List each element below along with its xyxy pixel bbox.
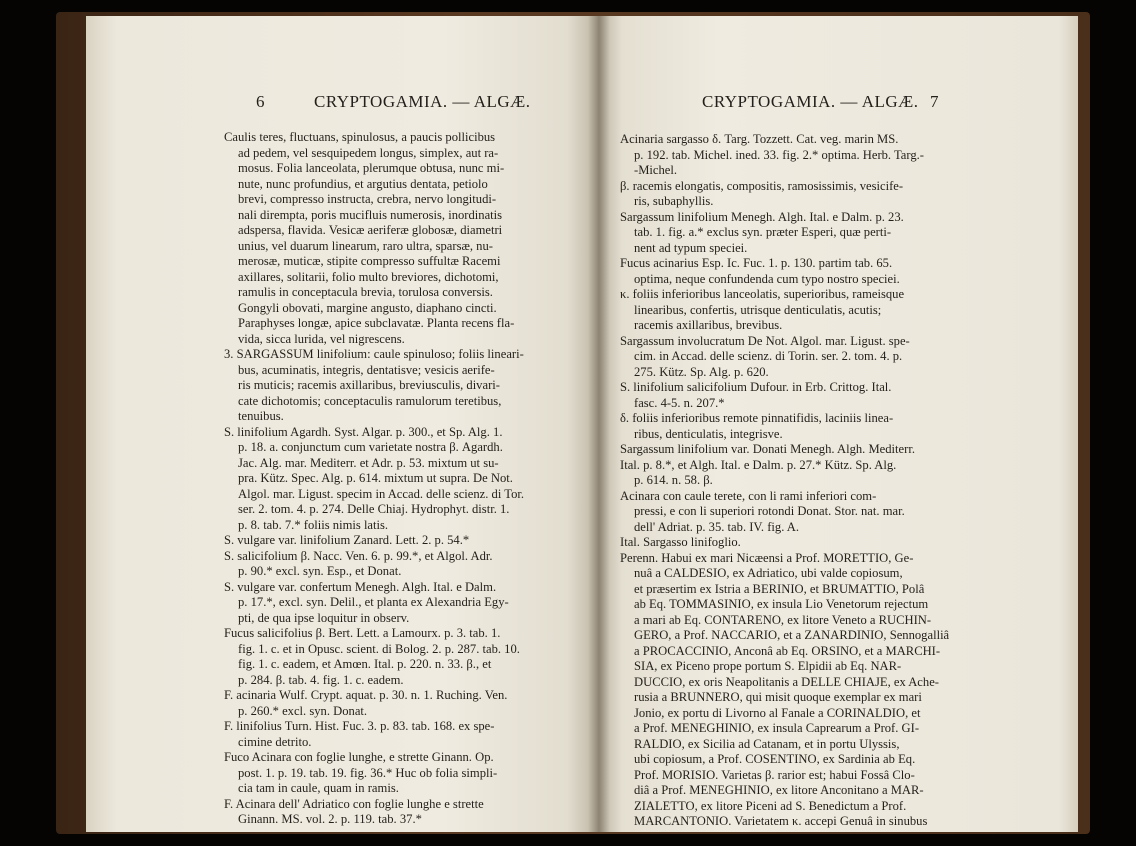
text-line: Jac. Alg. mar. Mediterr. et Adr. p. 53. mixtum ut su- <box>238 455 499 470</box>
text-line: S. vulgare var. confertum Menegh. Algh. Ital. e Dalm. <box>224 579 497 594</box>
text-line: p. 90.* excl. syn. Esp., et Donat. <box>238 564 402 578</box>
text-line: ubi copiosum, a Prof. COSENTINO, ex Sardinia ab Eq. <box>634 752 916 766</box>
text-line: cimine detrito. <box>238 734 312 749</box>
text-line: et præsertim ex Istria a BERINIO, et BRUMATTIO, Polâ <box>634 581 925 596</box>
book-gutter <box>588 16 610 832</box>
text-line: Ital. p. 8.*, et Algh. Ital. e Dalm. p. 27.* Kütz. Sp. Alg. <box>620 457 897 472</box>
text-line: tab. 1. fig. a.* exclus syn. præter Esperi, quæ perti- <box>634 225 892 239</box>
text-line: Perenn. Habui ex mari Nicæensi a Prof. MORETTIO, Ge- <box>620 550 914 565</box>
text-line: brevi, compresso instructa, crebra, nervo longitudi- <box>238 192 497 206</box>
left-page <box>86 16 598 832</box>
text-line: nute, nunc profundius, et argutius dentata, petiolo <box>238 176 488 191</box>
text-line: fig. 1. c. eadem, et Amœn. Ital. p. 220. n. 33. β., et <box>238 657 492 671</box>
text-line: unius, vel duarum linearum, raro ultra, sparsæ, nu- <box>238 238 493 253</box>
text-line: pressi, e con li superiori rotondi Donat. Stor. nat. mar. <box>634 504 905 518</box>
text-line: Ital. Sargasso linifoglio. <box>620 535 741 549</box>
text-line: SIA, ex Piceno prope portum S. Elpidii ab Eq. NAR- <box>634 659 902 673</box>
text-line: F. Acinara dell' Adriatico con foglie lunghe e strette <box>224 796 484 811</box>
text-line: p. 17.*, excl. syn. Delil., et planta ex Alexandria Egy- <box>238 595 509 609</box>
text-line: 3. SARGASSUM linifolium: caule spinuloso; foliis lineari- <box>224 347 524 361</box>
text-line: Jonio, ex portu di Livorno al Fanale a CORINALDIO, et <box>634 705 921 720</box>
text-line: S. vulgare var. linifolium Zanard. Lett. 2. p. 54.* <box>224 533 470 547</box>
text-line: Ginann. MS. vol. 2. p. 119. tab. 37.* <box>238 812 422 826</box>
text-line: merosæ, muticæ, stipite compresso suffultæ Racemi <box>238 254 501 268</box>
text-line: axillares, solitarii, folio multo breviores, dichotomi, <box>238 269 499 284</box>
text-line: diâ a Prof. MENEGHINIO, ex litore Anconitano a MAR- <box>634 783 924 797</box>
text-line: S. linifolium Agardh. Syst. Algar. p. 300., et Sp. Alg. 1. <box>224 424 503 439</box>
text-line: Acinaria sargasso δ. Targ. Tozzett. Cat. veg. marin MS. <box>620 132 899 146</box>
text-line: Acinara con caule terete, con li rami inferiori com- <box>620 488 877 503</box>
left-page-number: 6 <box>256 92 265 111</box>
text-line: fasc. 4-5. n. 207.* <box>634 395 725 410</box>
text-line: tenuibus. <box>238 409 284 423</box>
text-line: κ. foliis inferioribus lanceolatis, superioribus, rameisque <box>620 287 905 301</box>
text-line: rusia a BRUNNERO, qui misit quoque exemplar ex mari <box>634 690 922 704</box>
text-line: post. 1. p. 19. tab. 19. fig. 36.* Huc ob folia simpli- <box>238 765 498 780</box>
left-page-text <box>224 130 584 828</box>
text-line: δ. foliis inferioribus remote pinnatifidis, laciniis linea- <box>620 411 894 425</box>
right-page <box>598 16 1078 832</box>
text-line: -Michel. <box>634 163 678 177</box>
text-line: DUCCIO, ex oris Neapolitanis a DELLE CHIAJE, ex Ache- <box>634 674 939 689</box>
text-line: bus, acuminatis, integris, dentatisve; vesicis aerife- <box>238 362 495 377</box>
text-line: Prof. MORISIO. Varietas β. rarior est; habui Fossâ Clo- <box>634 767 915 782</box>
text-line: optima, neque confundenda cum typo nostro speciei. <box>634 271 900 286</box>
text-line: ad pedem, vel sesquipedem longus, simplex, aut ra- <box>238 145 499 160</box>
text-line: Fucus acinarius Esp. Ic. Fuc. 1. p. 130. partim tab. 65. <box>620 256 893 270</box>
text-line: vida, sicca lurida, vel nigrescens. <box>238 331 405 346</box>
text-line: S. linifolium salicifolium Dufour. in Erb. Crittog. Ital. <box>620 380 892 394</box>
text-line: Fucus salicifolius β. Bert. Lett. a Lamourx. p. 3. tab. 1. <box>224 626 501 640</box>
text-line: ris muticis; racemis axillaribus, breviusculis, divari- <box>238 378 500 392</box>
text-line: ZIALETTO, ex litore Piceni ad S. Benedictum a Prof. <box>634 798 907 813</box>
text-line: ramulis in conceptacula brevia, torulosa conversis. <box>238 285 493 299</box>
right-page-header <box>598 92 1078 118</box>
text-line: Sargassum linifolium var. Donati Menegh. Algh. Mediterr. <box>620 442 915 456</box>
text-line: cate dichotomis; conceptaculis ramulorum teretibus, <box>238 393 502 408</box>
text-line: β. racemis elongatis, compositis, ramosissimis, vesicife- <box>620 178 904 193</box>
text-line: F. linifolius Turn. Hist. Fuc. 3. p. 83. tab. 168. ex spe- <box>224 719 495 733</box>
text-line: nali dirempta, poris mucifluis numerosis, inordinatis <box>238 207 503 222</box>
text-line: ser. 2. tom. 4. p. 274. Delle Chiaj. Hydrophyt. distr. 1. <box>238 502 510 516</box>
text-line: cim. in Accad. delle scienz. di Torin. ser. 2. tom. 4. p. <box>634 349 903 363</box>
text-line: Gongyli obovati, margine angusto, diaphano cincti. <box>238 300 497 315</box>
text-line: dell' Adriat. p. 35. tab. IV. fig. A. <box>634 519 800 534</box>
text-line: p. 260.* excl. syn. Donat. <box>238 703 368 718</box>
text-line: Algol. mar. Ligust. specim in Accad. delle scienz. di Tor. <box>238 486 525 501</box>
text-line: p. 284. β. tab. 4. fig. 1. c. eadem. <box>238 672 404 687</box>
left-running-title: CRYPTOGAMIA. — ALGÆ. <box>314 92 531 111</box>
text-line: Sargassum linifolium Menegh. Algh. Ital. e Dalm. p. 23. <box>620 209 904 224</box>
right-running-title: CRYPTOGAMIA. — ALGÆ. <box>702 92 919 111</box>
text-line: F. acinaria Wulf. Crypt. aquat. p. 30. n. 1. Ruching. Ven. <box>224 688 508 702</box>
text-line: RALDIO, ex Sicilia ad Catanam, et in portu Ulyssis, <box>634 736 900 751</box>
text-line: linearibus, confertis, utrisque denticulatis, acutis; <box>634 302 882 317</box>
right-page-number: 7 <box>930 92 939 111</box>
text-line: GERO, a Prof. NACCARIO, et a ZANARDINIO, Sennogalliâ <box>634 628 950 642</box>
text-line: racemis axillaribus, brevibus. <box>634 318 783 332</box>
text-line: p. 18. a. conjunctum cum varietate nostra β. Agardh. <box>238 440 503 454</box>
left-page-header <box>86 92 598 118</box>
text-line: p. 614. n. 58. β. <box>634 473 713 487</box>
text-line: nent ad typum speciei. <box>634 240 748 255</box>
text-line: Caulis teres, fluctuans, spinulosus, a paucis pollicibus <box>224 130 496 144</box>
text-line: pti, de qua ipse loquitur in observ. <box>238 610 410 625</box>
text-line: 275. Kütz. Sp. Alg. p. 620. <box>634 364 769 379</box>
text-line: mosus. Folia lanceolata, plerumque obtusa, nunc mi- <box>238 161 505 175</box>
text-line: cia tam in caule, quam in ramis. <box>238 781 399 795</box>
text-line: Paraphyses longæ, apice subclavatæ. Planta recens fla- <box>238 316 515 330</box>
text-line: S. salicifolium β. Nacc. Ven. 6. p. 99.*, et Algol. Adr. <box>224 548 493 563</box>
text-line: a mari ab Eq. CONTARENO, ex litore Veneto a RUCHIN- <box>634 612 932 627</box>
text-line: fig. 1. c. et in Opusc. scient. di Bolog. 2. p. 287. tab. 10. <box>238 641 520 656</box>
text-line: p. 8. tab. 7.* foliis nimis latis. <box>238 517 389 532</box>
right-page-text <box>620 132 980 830</box>
text-line: adspersa, flavida. Vesicæ aeriferæ globosæ, diametri <box>238 223 503 237</box>
text-line: p. 192. tab. Michel. ined. 33. fig. 2.* optima. Herb. Targ.- <box>634 147 925 162</box>
text-line: MARCANTONIO. Varietatem κ. accepi Genuâ in sinubus <box>634 814 928 828</box>
text-line: a PROCACCINIO, Anconâ ab Eq. ORSINO, et a MARCHI- <box>634 643 941 658</box>
text-line: ribus, denticulatis, integrisve. <box>634 426 783 441</box>
text-line: pra. Kütz. Spec. Alg. p. 614. mixtum ut supra. De Not. <box>238 471 513 485</box>
text-line: Sargassum involucratum De Not. Algol. mar. Ligust. spe- <box>620 333 910 348</box>
text-line: Fuco Acinara con foglie lunghe, e strette Ginann. Op. <box>224 750 494 764</box>
text-line: a Prof. MENEGHINIO, ex insula Caprearum a Prof. GI- <box>634 721 920 735</box>
text-line: ris, subaphyllis. <box>634 194 714 208</box>
text-line: ab Eq. TOMMASINIO, ex insula Lio Venetorum rejectum <box>634 597 929 611</box>
text-line: nuâ a CALDESIO, ex Adriatico, ubi valde copiosum, <box>634 566 903 580</box>
